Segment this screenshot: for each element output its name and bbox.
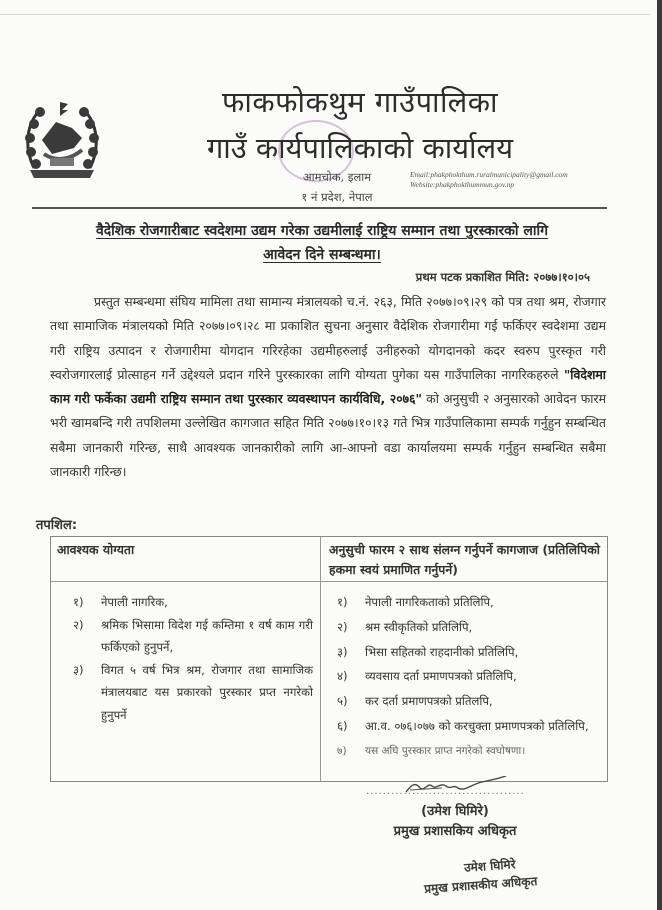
nepal-government-emblem-icon xyxy=(22,98,102,182)
item-number: १) xyxy=(73,595,84,609)
subject-line-2: आवेदन दिने सम्बन्धमा। xyxy=(263,247,381,263)
signatory-designation: प्रमुख प्रशासकिय अधिकृत xyxy=(393,824,517,839)
list-item xyxy=(337,665,602,688)
signatory-name: (उमेश घिमिरे) xyxy=(421,804,489,819)
item-text: विगत ५ वर्ष भित्र श्रम, रोजगार तथा सामाजिक मंत्रालयबाट यस प्रकारको पुरस्कार प्रप्त नगरेको हुनुपर्ने xyxy=(101,662,313,722)
subject-line-1: वैदेशिक रोजगारीबाट स्वदेशमा उद्यम गरेका उद्यमीलाई राष्ट्रिय सम्मान तथा पुरस्कारको लागि xyxy=(95,223,549,239)
item-text: भिसा सहितको राहदानीको प्रतिलिपि, xyxy=(365,644,519,659)
table-header-divider xyxy=(51,581,607,582)
list-item xyxy=(73,591,313,614)
details-heading: तपशिल: xyxy=(36,518,78,533)
item-number: ३) xyxy=(73,662,84,677)
item-number: ३) xyxy=(337,644,348,659)
contact-website: Website:phakphokthummun.gov.np xyxy=(410,180,515,189)
municipality-name: फाकफोकथुम गाउँपालिका xyxy=(221,85,499,119)
list-item xyxy=(337,591,602,614)
qualifications-list xyxy=(73,591,313,726)
item-text: नेपाली नागरिक, xyxy=(101,595,168,609)
body-part-2: को अनुसुची २ अनुसारको आवेदन फारम भरी खामबन्दि गरी तपशिलमा उल्लेखित कागजात सहित मिति २०७७।१०।१३ गते भित्र गाउँपालिकामा सम्पर्क गर्नुहुन सम्बन्धित सबैमा जानकारी गरिन्छ, साथै आवश्यक जानकारीको लागि आ-आफ्नो वडा कार्यालयमा सम्पर्क गर्नुहुन सम्बन्धित सबैमा जानकारी गरिन्छ। xyxy=(50,391,606,480)
item-number: २) xyxy=(73,617,84,632)
rubber-stamp-name: उमेश घिमिरे xyxy=(463,857,516,875)
item-number: १) xyxy=(337,595,348,609)
scan-right-edge xyxy=(657,0,662,910)
item-number: ६) xyxy=(337,718,348,733)
list-item xyxy=(73,659,313,727)
published-date: प्रथम पटक प्रकाशित मिति: २०७७।१०।०५ xyxy=(415,270,590,284)
address-line-1: आमचोक, इलाम xyxy=(302,170,372,184)
signature-line: ...................................... xyxy=(366,786,525,797)
item-text: यस अघि पुरस्कार प्राप्त नगरेको स्वघोषणा। xyxy=(365,744,526,757)
contact-email: Email:phakphokthum.ruralmunicipality@gmail.com xyxy=(410,170,568,179)
requirements-table xyxy=(50,536,608,782)
address-line-2: १ नं प्रदेश, नेपाल xyxy=(301,190,373,204)
item-text: कर दर्ता प्रमाणपत्रको प्रतिलपि, xyxy=(365,694,493,709)
list-item xyxy=(337,715,602,738)
letterhead-divider xyxy=(32,207,607,209)
item-number: ४) xyxy=(337,669,348,684)
item-number: ५) xyxy=(337,694,348,709)
table-column-divider xyxy=(320,537,321,781)
table-header-documents: अनुसुची फारम २ साथ संलग्न गर्नुपर्ने कागजाज (प्रतिलिपिको हकमा स्वयं प्रमाणित गर्नुपर्ने) xyxy=(329,542,600,577)
item-text: श्रमिक भिसामा विदेश गई कम्तिमा १ वर्ष काम गरी फर्किएको हुनुपर्ने, xyxy=(101,617,313,654)
list-item xyxy=(337,740,602,763)
list-item xyxy=(73,614,313,659)
list-item xyxy=(337,641,602,664)
item-text: व्यवसाय दर्ता प्रमाणपत्रको प्रतिलिपि, xyxy=(365,669,517,684)
office-name: गाउँ कार्यपालिकाको कार्यालय xyxy=(206,131,514,165)
notice-body xyxy=(50,290,606,484)
rubber-stamp-designation: प्रमुख प्रशासकीय अधिकृत xyxy=(423,874,538,896)
item-number: २) xyxy=(337,619,348,634)
body-part-1: प्रस्तुत सम्बन्धमा संघिय मामिला तथा सामान्य मंत्रालयको च.नं. २६३, मिति २०७७।०९।२९ को पत्र तथा श्रम, रोजगार तथा सामाजिक मंत्रालयको मिति २०७७।०९।२८ मा प्रकाशित सुचना अनुसार वैदेशिक रोजगारीमा गई फर्किएर स्वदेशमा उद्यम गरी राष्ट्रिय उत्पादन र रोजगारीमा योगदान गरिरहेका उद्यमीहरुलाई उनीहरुको योगदानको कदर स्वरुप पुरस्कृत गरी स्वरोजगारलाई प्रोत्साहन गर्ने उद्देश्यले प्रदान गरिने पुरस्कारका लागि योग्यता पुगेका यस गाउँपालिका नागरिकहरुले xyxy=(50,294,606,382)
list-item xyxy=(337,690,602,713)
item-number: ७) xyxy=(337,744,347,757)
documents-list xyxy=(337,591,602,765)
body-bold-procedure-title: "विदेशमा काम गरी फर्केका उद्यमी राष्ट्रिय सम्मान तथा पुरस्कार व्यवस्थापन कार्यविधि, २०७६" xyxy=(50,366,606,407)
item-text: श्रम स्वीकृतिको प्रतिलिपि, xyxy=(365,619,473,634)
table-header-qualifications: आवश्यक योग्यता xyxy=(57,542,135,557)
item-text: नेपाली नागरिकताको प्रतिलिपि, xyxy=(365,595,494,609)
item-text: आ.व. ०७६।०७७ को करचुक्ता प्रमाणपत्रको प्रतिलिपि, xyxy=(365,718,589,733)
scan-top-edge-line xyxy=(0,14,650,15)
list-item xyxy=(337,616,602,639)
